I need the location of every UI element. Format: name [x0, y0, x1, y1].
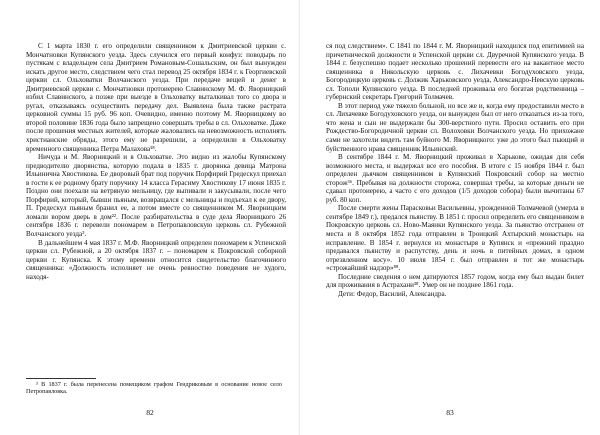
paragraph: После смерти жены Парасковьи Васильевны, урожденной Толмачевой (умерла в сентябре 1849 г.), предался пьянству. В 1851 г. просил определить его священником в Покровскую церковь сл. Ново-Маянки Купянского уезда. За пьянство отстранен от места и 8 октября 1852 года отправлен в Троицкий Ахтырский монастырь на исправление. В 1854 г. вернулся из монастыря в Купянск и «прежний праздно предавался пьянству и распутству, день и ночь в питейных домах, в одном отрезвленном косу». 10 июля 1854 г. был отправлен в тот же монастырь «строжайший надзор»⁸⁸. [326, 204, 584, 273]
footnote-text: ³ В 1837 г. была перенесена помещиком графом Гендриковым в основание новое село Петропавловка. [26, 381, 282, 396]
paragraph: В этот период уже тяжело больной, но все же и, когда ему предоставили место в сл. Лихачевке Богодуховского уезда, он вынужден был от него отказаться из-за того, что жена и сын не выдержали бы 300-верстного пути. Просил оставить его при Рождество-Богородичной церкви сл. Волоховки Волчанского уезда. Но прихожане сами не захотели видеть там буйного М. Яворницкого: уже до этого был пьющий и буйственного нрава священник Ильинский. [326, 101, 584, 153]
page-number-left: 82 [146, 408, 154, 417]
paragraph: Последние сведения о нем датируются 1857 годом, когда ему был выдан билет для проживания в Астрахани³⁸. Умер он не позднее 1861 года. [326, 272, 584, 290]
left-page-text [26, 42, 286, 281]
right-page [300, 0, 600, 435]
footnote [26, 381, 282, 396]
paragraph: С 1 марта 1830 г. его определили священником к Дмитриевской церкви с. Мончатновки Купянского уезда. Здесь случился его первый конфуз: поводырь по пустякам с владельцем села Дмитрием Романовым-Сошальским, он был вынужден искать другое место, следствием чего стал перевод 25 октября 1834 г. к Георгиевской церкви сл. Ольховатки Волчанского уезда. При передаче вещей и денег в Дмитриевской церкви с. Мончатновки протоиерею Славинскому М. Ф. Яворницкий избил Славинского, а позже при выезде в Ольховатку выталкивал того со двора и ругал, отказываясь осуществить передачу дел. Выявлена была также растрата церковной суммы 15 руб. 96 коп. Очевидно, именно поэтому М. Яворницкому во второй половине 1836 года было запрещено совершать требы в сл. Ольховатке. Даже после прошения местных жителей, которые жаловались на невозможность исполнять христианские обряды, этого ему не разрешили, а определили в Ольховатку временного священника Петра Малахова¹⁸. [26, 42, 286, 153]
footnote-divider [26, 378, 96, 379]
paragraph: ся под следствием». С 1841 по 1844 г. М. Яворницкий находился под епитимией на причетнической должности в Успенской церкви сл. Двуречной Купянского уезда. В 1844 г. безуспешно подает несколько прошений перевести его на вакантное место священника в Никольскую церковь с. Лихачевки Богодуховского уезда, Богородицкую церковь с. Должик Харьковского уезда, Александро-Невскую церковь сл. Тополи Купянского уезда. В последней проживала его богатая родственница – губернский секретарь Григорий Толмачев. [326, 42, 584, 102]
right-page-text [326, 42, 584, 298]
paragraph: Ничуда и М. Яворницкий и в Ольховатке. Это видно из жалобы Купянскому предводителю дворянства, которую подала в 1835 г. дворянка девица Матрона Ильинична Хвостикова. Ее дворовый брат под поручик Порфирий Гредескул приехал в гости к ее родному брату поручику 14 класса Герасиму Хвостикову 17 июня 1835 г. Поздно они поехали на ветряную мельницу, где выпивали и закусывали, после чего Порфирий, который, бывши пьяным, возвращался с мельницы и подъехал к ее двору, П. Гредескул пьяным бранил ее, а потом вместе со священником М. Яворницким ломали вором дверь в дом²². После разбирательства в суде дела Яворницкого 26 сентября 1836 г. перевели пономарем в Петропавловскую церковь сл. Рубежной Волчанского уезда³. [26, 153, 286, 239]
paragraph: Дети: Федор, Василий, Александра. [338, 289, 447, 298]
page-number-right: 83 [446, 408, 454, 417]
paragraph: В сентябре 1844 г. М. Яворницкий проживал в Харькове, ожидая для себя возможного места, и выдержал все его пособия. В итоге с 15 ноября 1844 г. был определен дьячком священником в Купянский Покровский собор на местно сторож³⁶. Пребывая на должности сторожа, совершал требы, за которые деньги не сдавал протоиерею, а часто с его доходов (1/5 доходов собора) были вычитаны 67 руб. 80 коп. [326, 153, 584, 204]
paragraph: В дальнейшем 4 мая 1837 г. М.Ф. Яворницкий определен пономарем к Успенской церкви сл. Рубежной, а 20 октября 1837 г. – пономарем к Покровской соборной церкви г. Купянска. К этому времени относится свидетельство благочинного священника: «Должность исполняет не очень ревностно поведения не худого, находя- [26, 238, 286, 281]
